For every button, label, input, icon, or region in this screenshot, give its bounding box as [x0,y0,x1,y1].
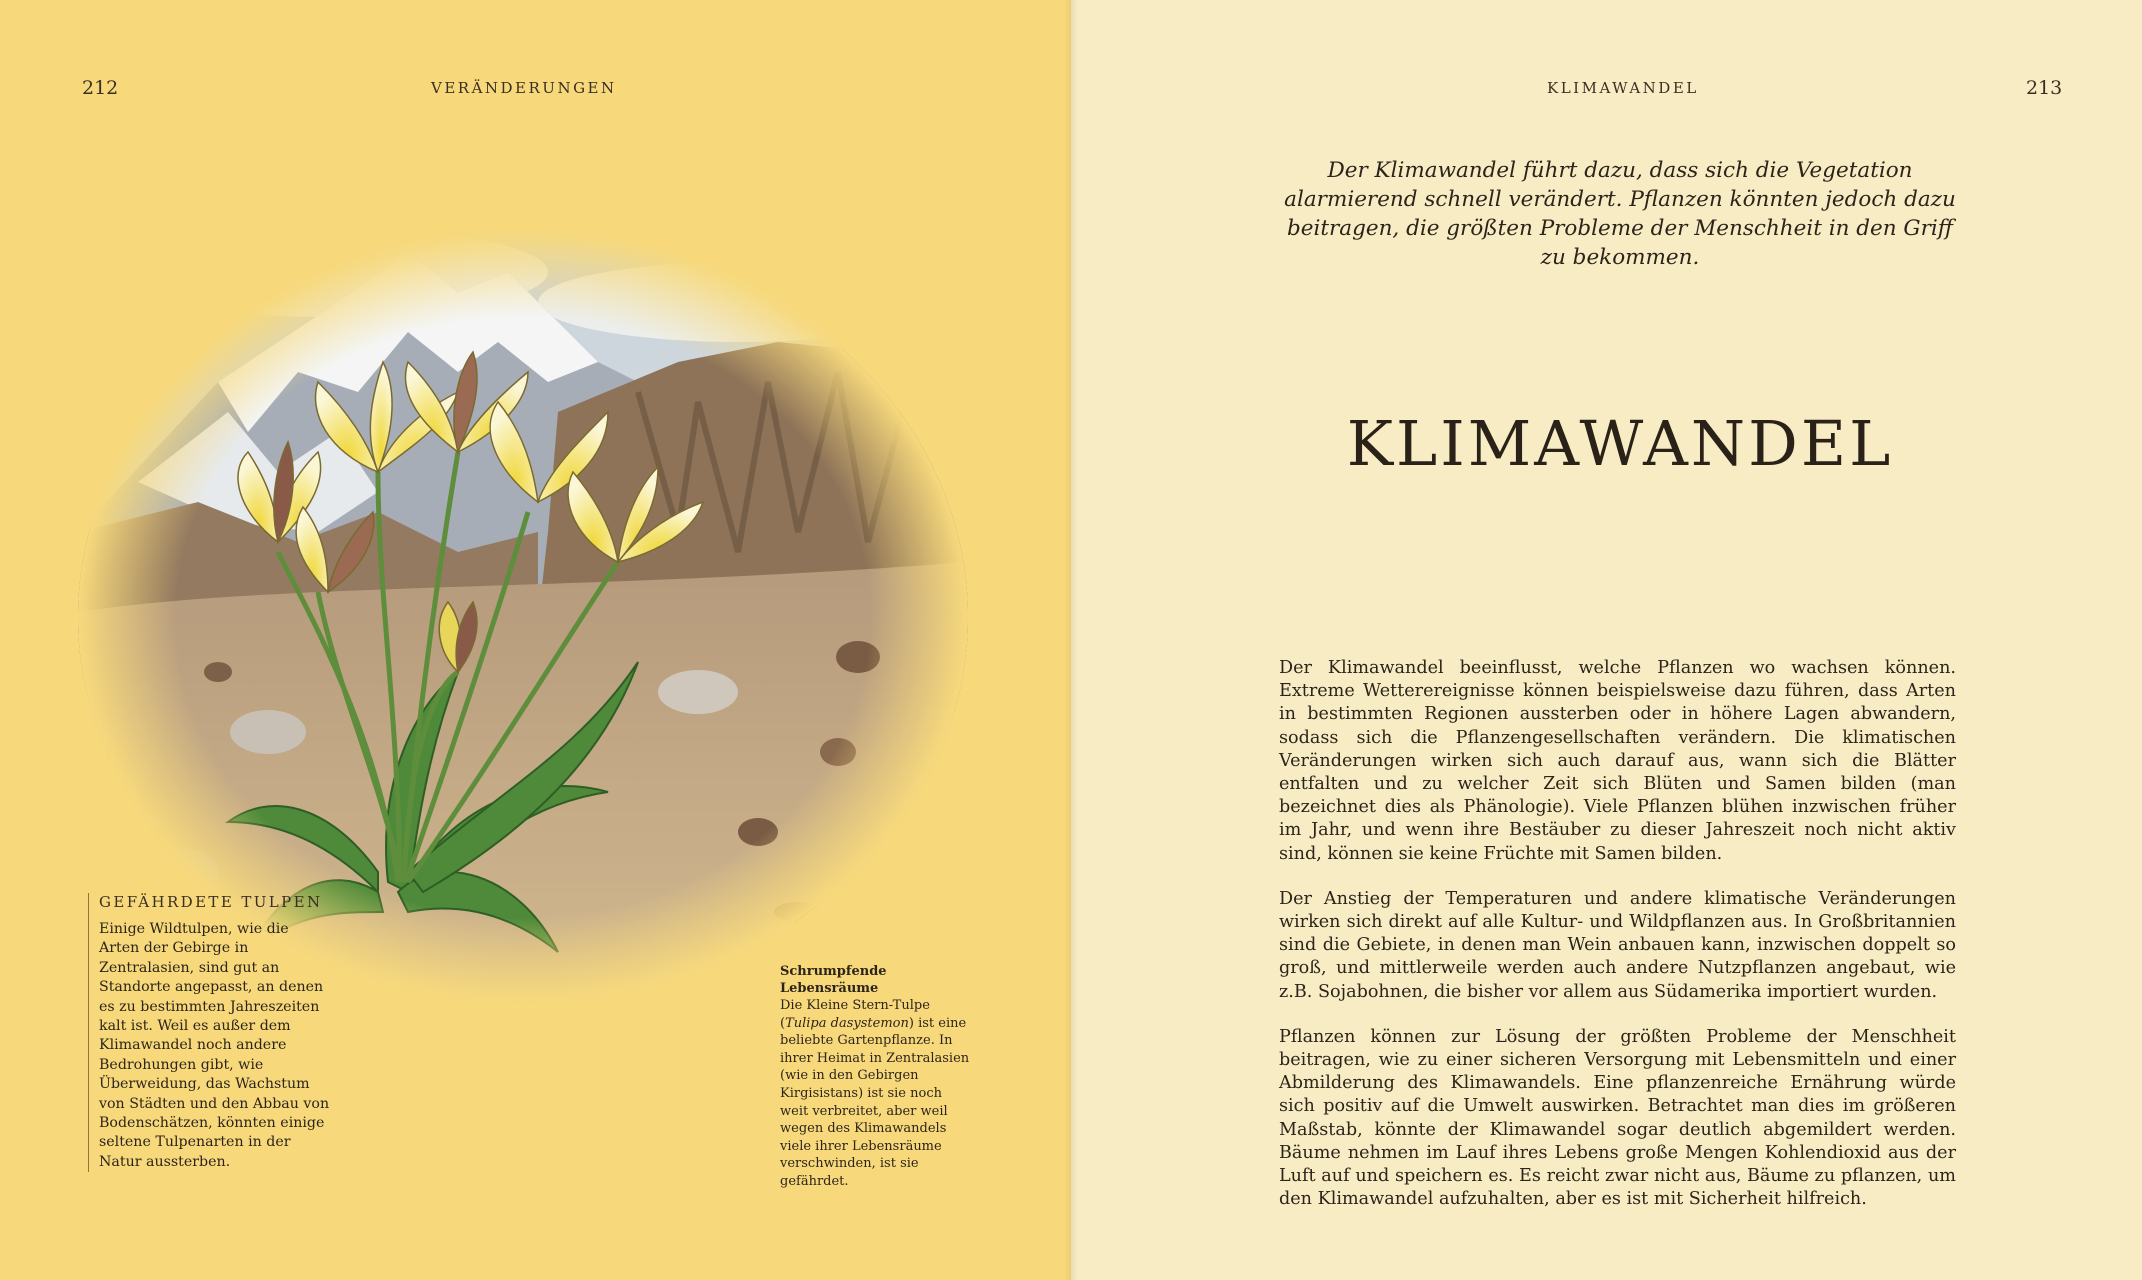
intro-text: Der Klimawandel führt dazu, dass sich die Vegetation alarmierend schnell verändert. Pflanzen könnten jedoch dazu beitragen, die größten Probleme der Menschheit in den Griff zu bekommen. [1284,158,1956,270]
caption-heading: GEFÄHRDETE TULPEN [99,893,323,911]
paragraph: Pflanzen können zur Lösung der größten Probleme der Menschheit beitragen, wie zu einer sicheren Versorgung mit Lebensmitteln und einer Abmilderung des Klimawandels. Eine pflanzenreiche Ernährung würde sich positiv auf die Umwelt auswirken. Betrachtet man dies im größeren Maßstab, könnte der Klimawandel sogar deutlich abgemildert werden. Bäume nehmen im Lauf ihres Lebens große Mengen Kohlendioxid aus der Luft auf und speichern es. Es reicht zwar nicht aus, Bäume zu pflanzen, um den Klimawandel aufzuhalten, aber es ist mit Sicherheit hilfreich. [1279,1026,1956,1210]
caption-heading: Schrumpfende Lebensräume [780,964,887,996]
caption-text-part: ) ist eine beliebte Gartenpflanze. In ihrer Heimat in Zentralasien (wie in den Gebirgen Kirgisistans) ist sie noch weit verbreitet, aber weil wegen des Klimawandels viele ihrer Lebensräume verschwinden, ist sie gefährdet. [780,1015,970,1189]
running-head-right: KLIMAWANDEL [1547,79,1699,97]
page-number-left: 212 [82,77,119,99]
running-head-left: VERÄNDERUNGEN [431,79,617,97]
page-number-right: 213 [2026,77,2063,99]
paragraph: Der Klimawandel beeinflusst, welche Pflanzen wo wachsen können. Extreme Wetterereignisse können beispielsweise dazu führen, dass Arten in bestimmten Regionen aussterben oder in höhere Lagen abwandern, sodass sich die Pflanzengesellschaften verändern. Die klimatischen Veränderungen wirken sich auch darauf aus, wann sich die Blätter entfalten und zu welcher Zeit sich Blüten und Samen bilden (man bezeichnet dies als Phänologie). Viele Pflanzen blühen inzwischen früher im Jahr, und wenn ihre Bestäuber zu dieser Jahreszeit noch nicht aktiv sind, können sie keine Früchte mit Samen bilden. [1279,658,1956,864]
caption-text [780,997,974,1191]
species-name: Tulipa dasystemon [785,1015,909,1031]
caption-text-part: Die Kleine Stern-Tulpe ( [780,998,930,1031]
paragraph: Der Anstieg der Temperaturen und andere klimatische Veränderungen wirken sich direkt auf alle Kultur- und Wildpflanzen aus. In Großbritannien sind die Gebiete, in denen man Wein anbauen kann, inzwischen doppelt so groß, und mittlerweile werden auch andere Nutzpflanzen angebaut, wie z.B. Sojabohnen, die bisher vor allem aus Südamerika importiert wurden. [1279,888,1956,1002]
caption-endangered-tulips [88,893,333,1172]
page-title: KLIMAWANDEL [1346,407,1894,480]
caption-shrinking-habitats [780,963,974,1191]
book-gutter [1064,0,1078,1280]
body-text [1279,657,1956,1233]
caption-text: Einige Wildtulpen, wie die Arten der Gebirge in Zentralasien, sind gut an Standorte angepasst, an denen es zu bestimmten Jahreszeiten kalt ist. Weil es außer dem Klimawandel noch andere Bedrohungen gibt, wie Überweidung, das Wachstum von Städten und den Abbau von Bodenschätzen, könnten einige seltene Tulpenarten in der Natur aussterben. [99,921,330,1170]
tulip-illustration [78,232,968,1002]
